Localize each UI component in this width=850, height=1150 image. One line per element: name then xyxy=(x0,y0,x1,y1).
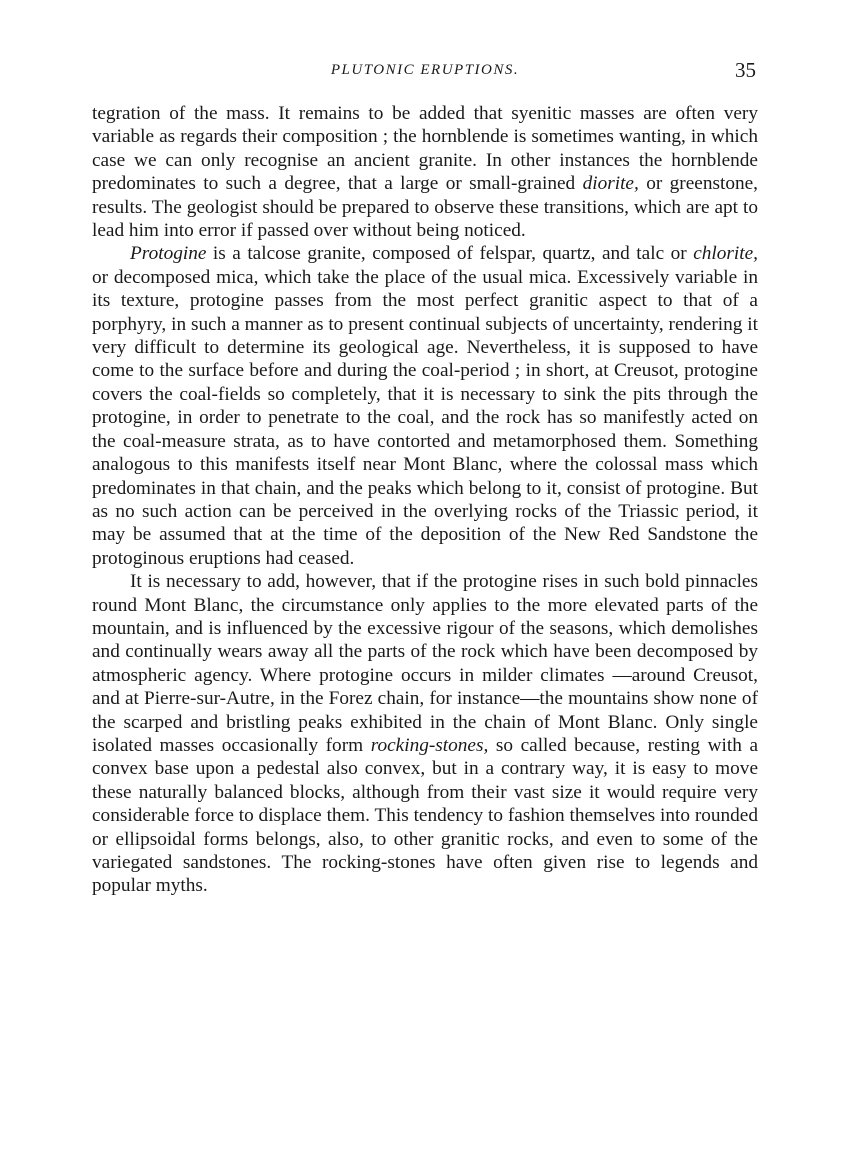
italic-term-chlorite: chlorite, xyxy=(693,243,758,265)
italic-term-diorite: diorite, xyxy=(582,173,639,195)
paragraph-1 xyxy=(92,102,758,242)
paragraph-1-text-b: or greenstone, results. The geologist should be prepared to observe these transitions, which are apt to lead him into error if passed over without being noticed. xyxy=(92,173,758,242)
paragraph-3 xyxy=(92,570,758,898)
body-text xyxy=(92,102,758,898)
running-title: PLUTONIC ERUPTIONS. xyxy=(330,62,520,78)
page-number: 35 xyxy=(735,58,756,82)
paragraph-1-text-a: tegration of the mass. It remains to be added that syenitic masses are often very variable as regards their composition ; the hornblende is sometimes wanting, in which case we can only recognise an ancient granite. In other instances the hornblende predominates to such a degree, that a large or small-grained xyxy=(92,103,758,195)
paragraph-3-text-a: It is necessary to add, however, that if the protogine rises in such bold pinnacles round Mont Blanc, the circumstance only applies to the more elevated parts of the mountain, and is influenced by the excessive rigour of the seasons, which demolishes and continually wears away all the parts of the rock which have been decomposed by atmospheric agency. Where protogine occurs in milder climates —around Creusot, and at Pierre-sur-Autre, in the Forez chain, for instance—the mountains show none of the scarped and bristling peaks exhibited in the chain of Mont Blanc. Only single isolated masses occasionally form xyxy=(92,571,758,756)
paragraph-2-text-b: or decomposed mica, which take the place of the usual mica. Excessively variable in its texture, protogine passes from the most perfect granitic aspect to that of a porphyry, in such a manner as to present continual subjects of uncertainty, rendering it very difficult to determine its geological age. Nevertheless, it is supposed to have come to the surface before and during the coal-period ; in short, at Creusot, protogine covers the coal-fields so completely, that it is necessary to sink the pits through the protogine, in order to penetrate to the coal, and the rock has so manifestly acted on the coal-measure strata, as to have contorted and metamorphosed them. Something analogous to this manifests itself near Mont Blanc, where the colossal mass which predominates in that chain, and the peaks which belong to it, consist of protogine. But as no such action can be perceived in the overlying rocks of the Triassic period, it may be assumed that at the time of the deposition of the New Red Sandstone the protoginous eruptions had ceased. xyxy=(92,266,758,569)
running-head xyxy=(92,58,758,88)
italic-term-rocking-stones: rocking-stones, xyxy=(370,734,489,756)
paragraph-2 xyxy=(92,242,758,570)
book-page xyxy=(92,58,758,898)
paragraph-2-text-a: is a talcose granite, composed of felspar, quartz, and talc or xyxy=(206,243,694,265)
italic-term-protogine: Protogine xyxy=(130,243,207,265)
paragraph-3-text-b: so called because, resting with a convex base upon a pedestal also convex, but in a contrary way, it is easy to move these naturally balanced blocks, although from their vast size it would require very considerable force to displace them. This tendency to fashion themselves into rounded or ellipsoidal forms belongs, also, to other granitic rocks, and even to some of the variegated sandstones. The rocking-stones have often given rise to legends and popular myths. xyxy=(92,734,758,897)
